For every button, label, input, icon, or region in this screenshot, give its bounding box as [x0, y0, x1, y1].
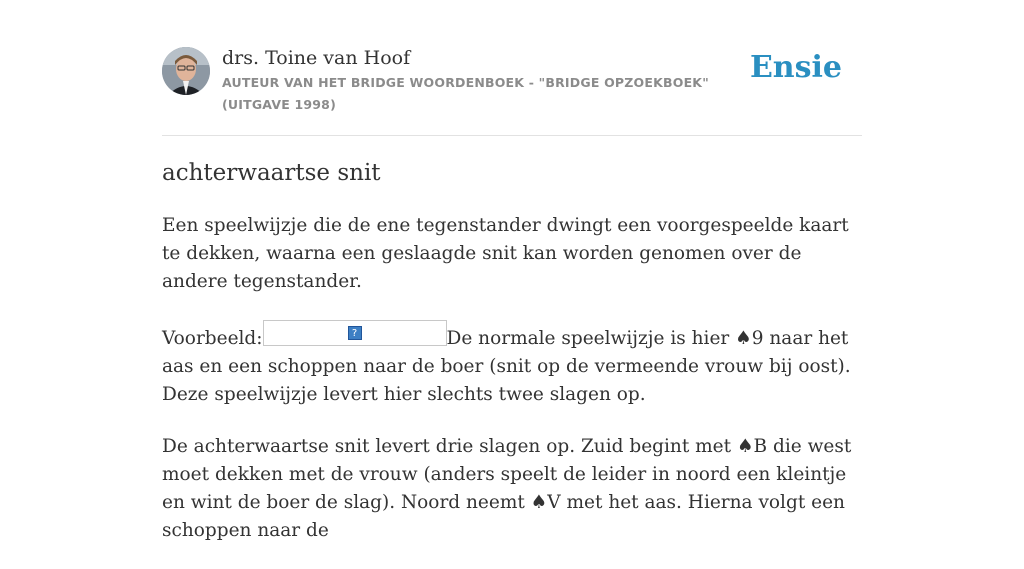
page	[162, 0, 862, 541]
author-name[interactable]: drs. Toine van Hoof	[222, 47, 411, 69]
broken-image-icon: ?	[348, 326, 362, 340]
ensie-logo-link[interactable]: Ensie	[749, 50, 842, 85]
broken-image	[263, 320, 447, 346]
author-role: AUTEUR VAN HET BRIDGE WOORDENBOEK - "BRIDGE OPZOEKBOEK" (UITGAVE 1998)	[222, 75, 709, 112]
author-info	[222, 44, 762, 116]
paragraph-2	[162, 320, 862, 409]
article-body	[162, 212, 862, 569]
article-title: achterwaartse snit	[162, 160, 381, 186]
article-header	[162, 0, 862, 136]
author-photo-icon	[162, 47, 210, 95]
author-avatar[interactable]	[162, 47, 210, 95]
paragraph-3: De achterwaartse snit levert drie slagen op. Zuid begint met ♠B die west moet dekken met de vrouw (anders speelt de leider in noord een kleintje en wint de boer de slag). Noord neemt ♠V met het aas. Hierna volgt een schoppen naar de	[162, 436, 852, 541]
paragraph-2-text: De normale speelwijzje is hier ♠9 naar het aas en een schoppen naar de boer (snit op de vermeende vrouw bij oost). Deze speelwijzje levert hier slechts twee slagen op.	[162, 328, 851, 405]
example-label: Voorbeeld:	[162, 328, 263, 349]
paragraph-1: Een speelwijzje die de ene tegenstander dwingt een voorgespeelde kaart te dekken, waarna een geslaagde snit kan worden genomen over de andere tegenstander.	[162, 215, 849, 292]
